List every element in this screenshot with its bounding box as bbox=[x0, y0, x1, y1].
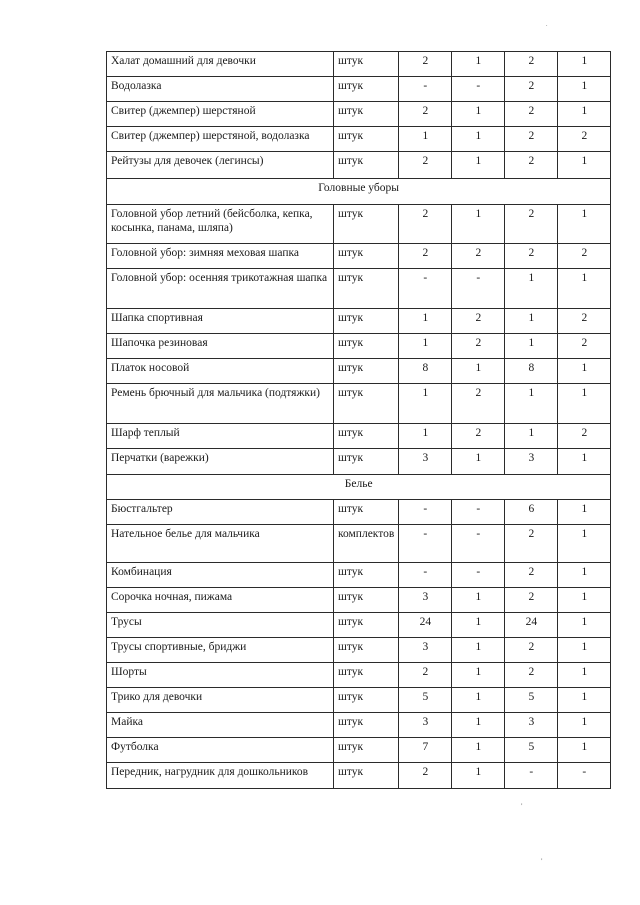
quantity-cell: 5 bbox=[505, 738, 558, 763]
quantity-cell: - bbox=[452, 500, 505, 525]
quantity-cell: 2 bbox=[399, 763, 452, 789]
unit-cell: штук bbox=[334, 127, 399, 152]
quantity-cell: 3 bbox=[505, 713, 558, 738]
quantity-cell: 2 bbox=[505, 127, 558, 152]
unit-cell: комплектов bbox=[334, 525, 399, 563]
item-name-cell: Футболка bbox=[107, 738, 334, 763]
table-row bbox=[107, 152, 611, 179]
item-name-cell: Шапка спортивная bbox=[107, 309, 334, 334]
quantity-cell: 1 bbox=[452, 663, 505, 688]
quantity-cell: 1 bbox=[505, 384, 558, 424]
section-title: Белье bbox=[107, 475, 611, 500]
quantity-cell: 2 bbox=[558, 127, 611, 152]
table-row bbox=[107, 588, 611, 613]
table-row bbox=[107, 713, 611, 738]
quantity-cell: 1 bbox=[558, 384, 611, 424]
unit-cell: штук bbox=[334, 500, 399, 525]
table-row bbox=[107, 688, 611, 713]
unit-cell: штук bbox=[334, 613, 399, 638]
quantity-cell: 1 bbox=[558, 713, 611, 738]
item-name-cell: Головной убор: осенняя трикотажная шапка bbox=[107, 269, 334, 309]
scan-mark: , bbox=[541, 855, 543, 861]
item-name-cell: Трусы bbox=[107, 613, 334, 638]
quantity-cell: - bbox=[399, 269, 452, 309]
quantity-cell: 2 bbox=[505, 52, 558, 77]
table-row bbox=[107, 359, 611, 384]
unit-cell: штук bbox=[334, 384, 399, 424]
unit-cell: штук bbox=[334, 424, 399, 449]
quantity-cell: 2 bbox=[558, 244, 611, 269]
quantity-cell: 1 bbox=[505, 424, 558, 449]
quantity-cell: 3 bbox=[399, 449, 452, 475]
quantity-cell: 8 bbox=[399, 359, 452, 384]
scan-mark: . bbox=[546, 22, 548, 28]
unit-cell: штук bbox=[334, 588, 399, 613]
table-row bbox=[107, 334, 611, 359]
quantity-cell: 3 bbox=[399, 588, 452, 613]
item-name-cell: Нательное белье для мальчика bbox=[107, 525, 334, 563]
quantity-cell: 1 bbox=[452, 713, 505, 738]
quantity-cell: 1 bbox=[452, 359, 505, 384]
unit-cell: штук bbox=[334, 152, 399, 179]
section-title: Головные уборы bbox=[107, 179, 611, 205]
table-row bbox=[107, 449, 611, 475]
quantity-cell: 1 bbox=[558, 205, 611, 244]
quantity-cell: - bbox=[452, 269, 505, 309]
quantity-cell: 2 bbox=[452, 334, 505, 359]
quantity-cell: 2 bbox=[505, 588, 558, 613]
quantity-cell: - bbox=[505, 763, 558, 789]
quantity-cell: 1 bbox=[558, 102, 611, 127]
unit-cell: штук bbox=[334, 688, 399, 713]
quantity-cell: - bbox=[452, 77, 505, 102]
unit-cell: штук bbox=[334, 52, 399, 77]
quantity-cell: 2 bbox=[505, 152, 558, 179]
quantity-cell: 1 bbox=[399, 309, 452, 334]
quantity-cell: 2 bbox=[558, 334, 611, 359]
quantity-cell: 1 bbox=[558, 500, 611, 525]
quantity-cell: 1 bbox=[505, 334, 558, 359]
unit-cell: штук bbox=[334, 663, 399, 688]
table-row bbox=[107, 244, 611, 269]
quantity-cell: 1 bbox=[558, 359, 611, 384]
table-row bbox=[107, 424, 611, 449]
unit-cell: штук bbox=[334, 763, 399, 789]
quantity-cell: 2 bbox=[505, 205, 558, 244]
quantity-cell: 24 bbox=[505, 613, 558, 638]
unit-cell: штук bbox=[334, 269, 399, 309]
table-row bbox=[107, 738, 611, 763]
quantity-cell: 1 bbox=[558, 638, 611, 663]
item-name-cell: Платок носовой bbox=[107, 359, 334, 384]
quantity-cell: 1 bbox=[452, 205, 505, 244]
quantity-cell: 2 bbox=[505, 663, 558, 688]
item-name-cell: Шарф теплый bbox=[107, 424, 334, 449]
quantity-cell: 1 bbox=[558, 588, 611, 613]
item-name-cell: Шапочка резиновая bbox=[107, 334, 334, 359]
unit-cell: штук bbox=[334, 738, 399, 763]
unit-cell: штук bbox=[334, 309, 399, 334]
quantity-cell: 1 bbox=[399, 334, 452, 359]
quantity-cell: 1 bbox=[452, 688, 505, 713]
unit-cell: штук bbox=[334, 359, 399, 384]
quantity-cell: - bbox=[399, 525, 452, 563]
table-row bbox=[107, 384, 611, 424]
quantity-cell: 2 bbox=[505, 102, 558, 127]
item-name-cell: Шорты bbox=[107, 663, 334, 688]
unit-cell: штук bbox=[334, 77, 399, 102]
quantity-cell: 2 bbox=[399, 102, 452, 127]
quantity-cell: 1 bbox=[558, 738, 611, 763]
quantity-cell: 1 bbox=[558, 269, 611, 309]
item-name-cell: Свитер (джемпер) шерстяной bbox=[107, 102, 334, 127]
quantity-cell: 2 bbox=[505, 525, 558, 563]
quantity-cell: 1 bbox=[452, 52, 505, 77]
quantity-cell: 6 bbox=[505, 500, 558, 525]
table-row bbox=[107, 563, 611, 588]
quantity-cell: 2 bbox=[399, 205, 452, 244]
unit-cell: штук bbox=[334, 244, 399, 269]
table-row bbox=[107, 127, 611, 152]
quantity-cell: 1 bbox=[452, 588, 505, 613]
quantity-cell: 1 bbox=[505, 269, 558, 309]
table-row bbox=[107, 613, 611, 638]
quantity-cell: 2 bbox=[399, 52, 452, 77]
quantity-cell: 1 bbox=[558, 663, 611, 688]
quantity-cell: 2 bbox=[505, 244, 558, 269]
quantity-cell: 3 bbox=[399, 638, 452, 663]
quantity-cell: 1 bbox=[452, 449, 505, 475]
unit-cell: штук bbox=[334, 205, 399, 244]
item-name-cell: Ремень брючный для мальчика (подтяжки) bbox=[107, 384, 334, 424]
table-row bbox=[107, 500, 611, 525]
table-row bbox=[107, 102, 611, 127]
quantity-cell: 8 bbox=[505, 359, 558, 384]
quantity-cell: 2 bbox=[558, 309, 611, 334]
unit-cell: штук bbox=[334, 563, 399, 588]
quantity-cell: 1 bbox=[558, 613, 611, 638]
unit-cell: штук bbox=[334, 334, 399, 359]
table-row bbox=[107, 269, 611, 309]
quantity-cell: - bbox=[399, 563, 452, 588]
table-row bbox=[107, 663, 611, 688]
quantity-cell: 2 bbox=[399, 152, 452, 179]
quantity-cell: 1 bbox=[452, 763, 505, 789]
item-name-cell: Сорочка ночная, пижама bbox=[107, 588, 334, 613]
table-row bbox=[107, 205, 611, 244]
item-name-cell: Трико для девочки bbox=[107, 688, 334, 713]
quantity-cell: 3 bbox=[505, 449, 558, 475]
quantity-cell: 1 bbox=[558, 563, 611, 588]
quantity-cell: 5 bbox=[399, 688, 452, 713]
table-row bbox=[107, 309, 611, 334]
quantity-cell: 1 bbox=[452, 102, 505, 127]
quantity-cell: 2 bbox=[399, 244, 452, 269]
quantity-cell: 1 bbox=[399, 127, 452, 152]
quantity-cell: 7 bbox=[399, 738, 452, 763]
quantity-cell: 2 bbox=[505, 563, 558, 588]
item-name-cell: Свитер (джемпер) шерстяной, водолазка bbox=[107, 127, 334, 152]
quantity-cell: 2 bbox=[505, 638, 558, 663]
quantity-cell: 2 bbox=[452, 244, 505, 269]
item-name-cell: Майка bbox=[107, 713, 334, 738]
item-name-cell: Головной убор летний (бейсболка, кепка, косынка, панама, шляпа) bbox=[107, 205, 334, 244]
unit-cell: штук bbox=[334, 638, 399, 663]
quantity-cell: 2 bbox=[399, 663, 452, 688]
quantity-cell: 3 bbox=[399, 713, 452, 738]
quantity-cell: 1 bbox=[452, 127, 505, 152]
quantity-cell: 1 bbox=[558, 449, 611, 475]
quantity-cell: 1 bbox=[558, 52, 611, 77]
quantity-cell: - bbox=[452, 525, 505, 563]
quantity-cell: - bbox=[399, 77, 452, 102]
quantity-cell: 1 bbox=[558, 152, 611, 179]
quantity-cell: 1 bbox=[558, 77, 611, 102]
quantity-cell: 2 bbox=[452, 384, 505, 424]
quantity-cell: - bbox=[399, 500, 452, 525]
quantity-cell: 2 bbox=[558, 424, 611, 449]
item-name-cell: Бюстгальтер bbox=[107, 500, 334, 525]
section-header-row bbox=[107, 475, 611, 500]
quantity-cell: 24 bbox=[399, 613, 452, 638]
quantity-cell: 1 bbox=[558, 525, 611, 563]
quantity-cell: - bbox=[558, 763, 611, 789]
item-name-cell: Комбинация bbox=[107, 563, 334, 588]
item-name-cell: Халат домашний для девочки bbox=[107, 52, 334, 77]
item-name-cell: Перчатки (варежки) bbox=[107, 449, 334, 475]
table-row bbox=[107, 525, 611, 563]
item-name-cell: Водолазка bbox=[107, 77, 334, 102]
section-header-row bbox=[107, 179, 611, 205]
item-name-cell: Трусы спортивные, бриджи bbox=[107, 638, 334, 663]
table-row bbox=[107, 52, 611, 77]
quantity-cell: 2 bbox=[505, 77, 558, 102]
quantity-cell: 5 bbox=[505, 688, 558, 713]
quantity-cell: 1 bbox=[452, 738, 505, 763]
quantity-cell: - bbox=[452, 563, 505, 588]
unit-cell: штук bbox=[334, 102, 399, 127]
quantity-cell: 2 bbox=[452, 309, 505, 334]
scan-mark: , bbox=[521, 800, 523, 806]
quantity-cell: 1 bbox=[558, 688, 611, 713]
unit-cell: штук bbox=[334, 449, 399, 475]
item-name-cell: Головной убор: зимняя меховая шапка bbox=[107, 244, 334, 269]
quantity-cell: 1 bbox=[399, 384, 452, 424]
unit-cell: штук bbox=[334, 713, 399, 738]
quantity-cell: 1 bbox=[452, 638, 505, 663]
table-row bbox=[107, 638, 611, 663]
quantity-cell: 1 bbox=[399, 424, 452, 449]
quantity-cell: 1 bbox=[505, 309, 558, 334]
quantity-cell: 1 bbox=[452, 152, 505, 179]
table-row bbox=[107, 763, 611, 789]
item-name-cell: Передник, нагрудник для дошкольников bbox=[107, 763, 334, 789]
item-name-cell: Рейтузы для девочек (легинсы) bbox=[107, 152, 334, 179]
quantity-cell: 1 bbox=[452, 613, 505, 638]
table-row bbox=[107, 77, 611, 102]
clothing-norms-table bbox=[106, 51, 611, 789]
quantity-cell: 2 bbox=[452, 424, 505, 449]
